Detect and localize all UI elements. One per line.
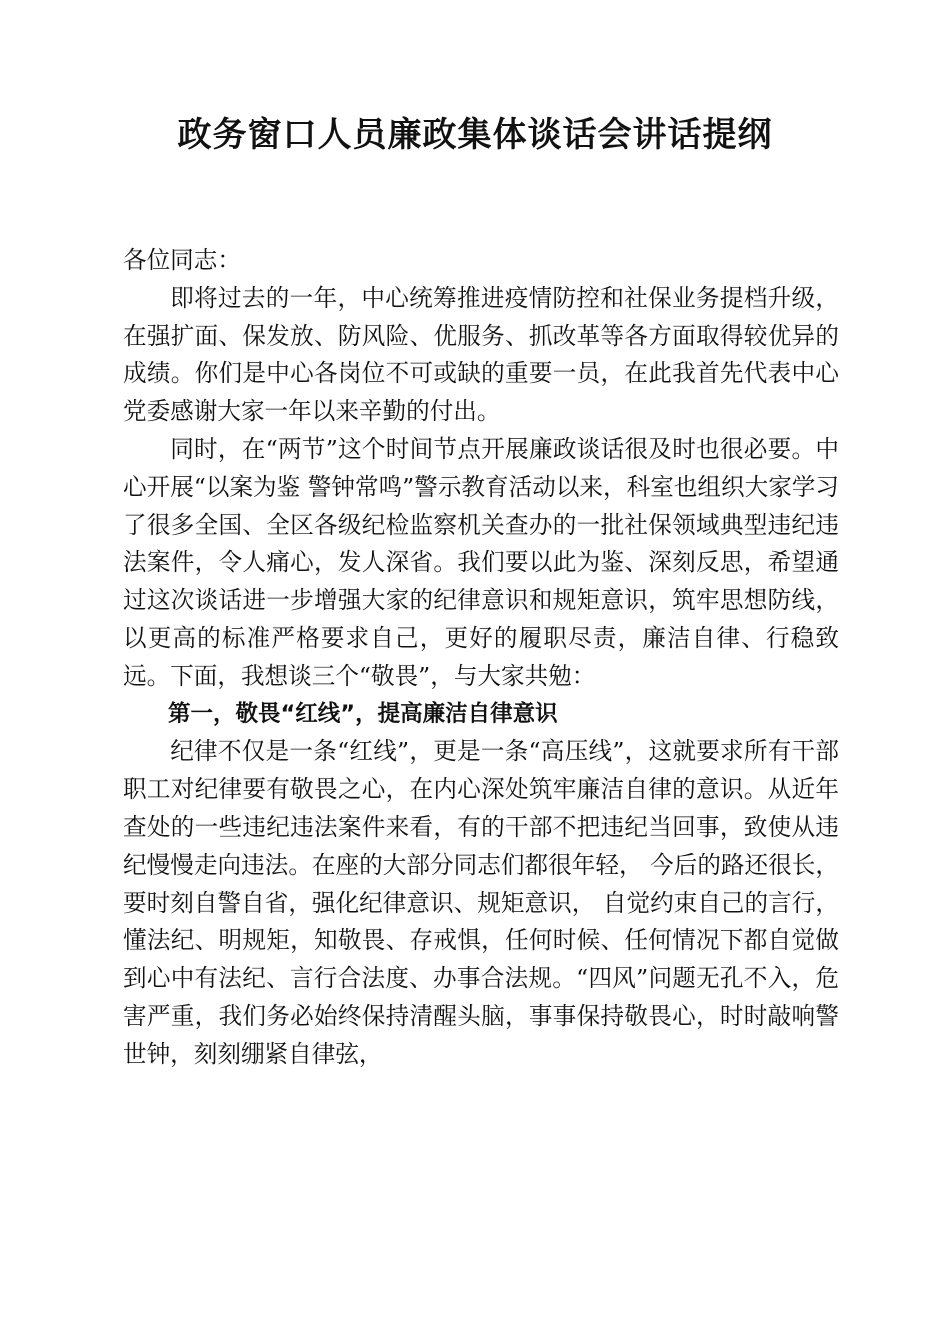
paragraph-red-line: 纪律不仅是一条“红线”，更是一条“高压线”，这就要求所有干部职工对纪律要有敬畏之心，在内心深处筑牢廉洁自律的意识。从近年查处的一些违纪违法案件来看，有的干部不把违纪当回事，致使从违纪慢慢走向违法。在座的大部分同志们都很年轻， 今后的路还很长，要时刻自警自省，强化纪律意识、规矩意识， 自觉约束自己的言行，懂法纪、明规矩，知敬畏、存戒惧，任何时候、任何情况下都自觉做到心中有法纪、言行合法度、办事合法规。“四风”问题无孔不入，危害严重，我们务必始终保持清醒头脑，事事保持敬畏心，时时敲响警世钟，刻刻绷紧自律弦， xyxy=(123,737,839,1068)
paragraph-opening: 即将过去的一年，中心统筹推进疫情防控和社保业务提档升级，在强扩面、保发放、防风险、优服务、抓改革等各方面取得较优异的成绩。你们是中心各岗位不可或缺的重要一员，在此我首先代表中心党委感谢大家一年以来辛勤的付出。 xyxy=(123,283,839,426)
document-body xyxy=(123,242,839,1074)
document-title: 政务窗口人员廉政集体谈话会讲话提纲 xyxy=(177,115,773,155)
paragraph-two-festivals: 同时，在“两节”这个时间节点开展廉政谈话很及时也很必要。中心开展“以案为鉴 警钟常鸣”警示教育活动以来，科室也组织大家学习了很多全国、全区各级纪检监察机关查办的一批社保领域典型违纪违法案件，令人痛心，发人深省。我们要以此为鉴、深刻反思，希望通过这次谈话进一步增强大家的纪律意识和规矩意识，筑牢思想防线，以更高的标准严格要求自己，更好的履职尽责，廉洁自律、行稳致远。下面，我想谈三个“敬畏”，与大家共勉： xyxy=(123,434,839,690)
section-heading: 第一，敬畏“红线”，提高廉洁自律意识 xyxy=(168,700,558,727)
salutation: 各位同志： xyxy=(123,246,241,274)
